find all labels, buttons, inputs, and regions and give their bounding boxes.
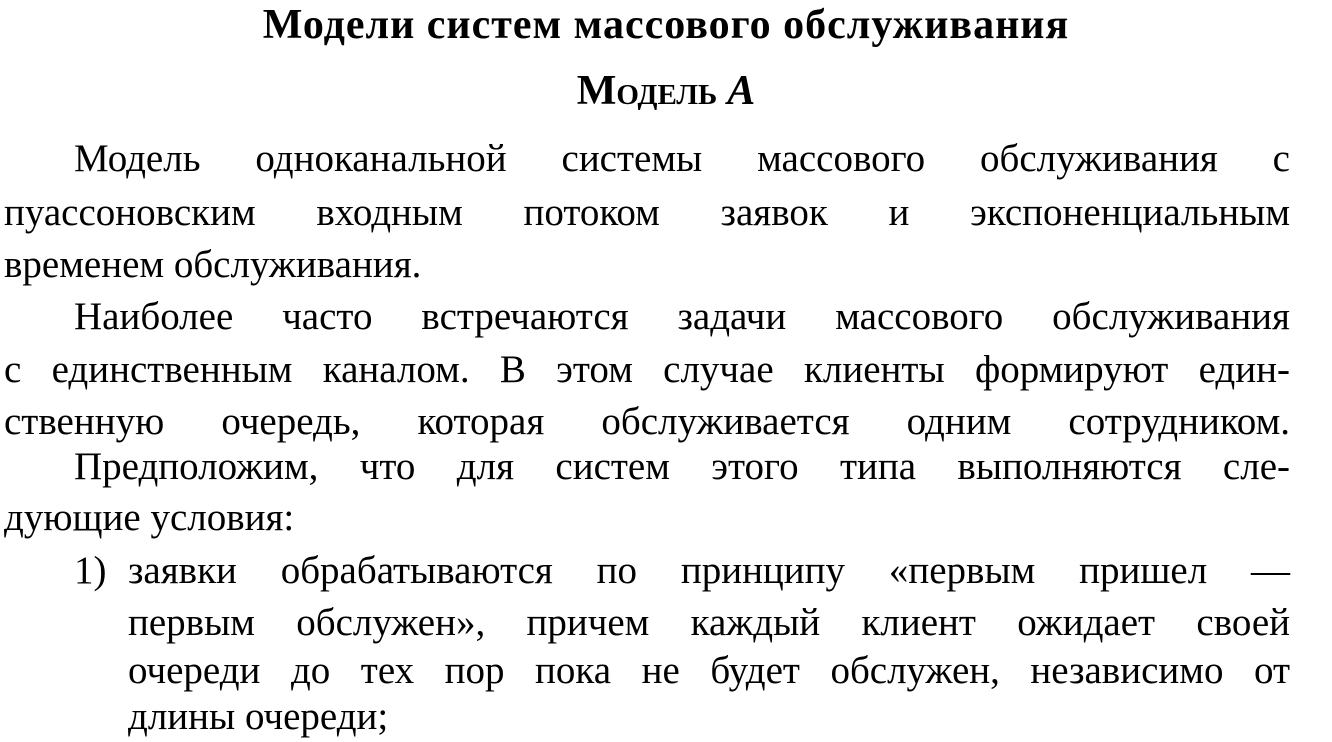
- list-item-number: 1): [74, 549, 107, 592]
- section-heading-letter: A: [727, 68, 756, 114]
- list-item-line-1: заявки обрабатываются по принципу «первым пришел —: [128, 549, 1290, 592]
- list-item-line-2: первым обслужен», причем каждый клиент ожидает своей: [128, 601, 1290, 644]
- paragraph-1-line-3: временем обслуживания.: [4, 243, 422, 286]
- section-heading-word: Модель: [576, 68, 718, 114]
- paragraph-2-line-3: ственную очередь, которая обслуживается одним сотрудником.: [4, 400, 1290, 443]
- paragraph-3-line-2: дующие условия:: [4, 496, 295, 539]
- paragraph-1-line-2: пуассоновским входным потоком заявок и экспоненциальным: [4, 191, 1290, 234]
- paragraph-2-line-1: Наиболее часто встречаются задачи массового обслуживания: [74, 295, 1290, 338]
- section-heading: [0, 66, 1332, 116]
- list-item-line-4: длины очереди;: [128, 695, 389, 738]
- list-item-line-3: очереди до тех пор пока не будет обслужен, независимо от: [128, 649, 1290, 692]
- page-title: Модели систем массового обслуживания: [262, 2, 1070, 48]
- paragraph-2-line-2: с единственным каналом. В этом случае клиенты формируют един-: [4, 348, 1290, 391]
- paragraph-1-line-1: Модель одноканальной системы массового обслуживания с: [74, 137, 1290, 180]
- paragraph-3-line-1: Предположим, что для систем этого типа выполняются сле-: [74, 445, 1290, 488]
